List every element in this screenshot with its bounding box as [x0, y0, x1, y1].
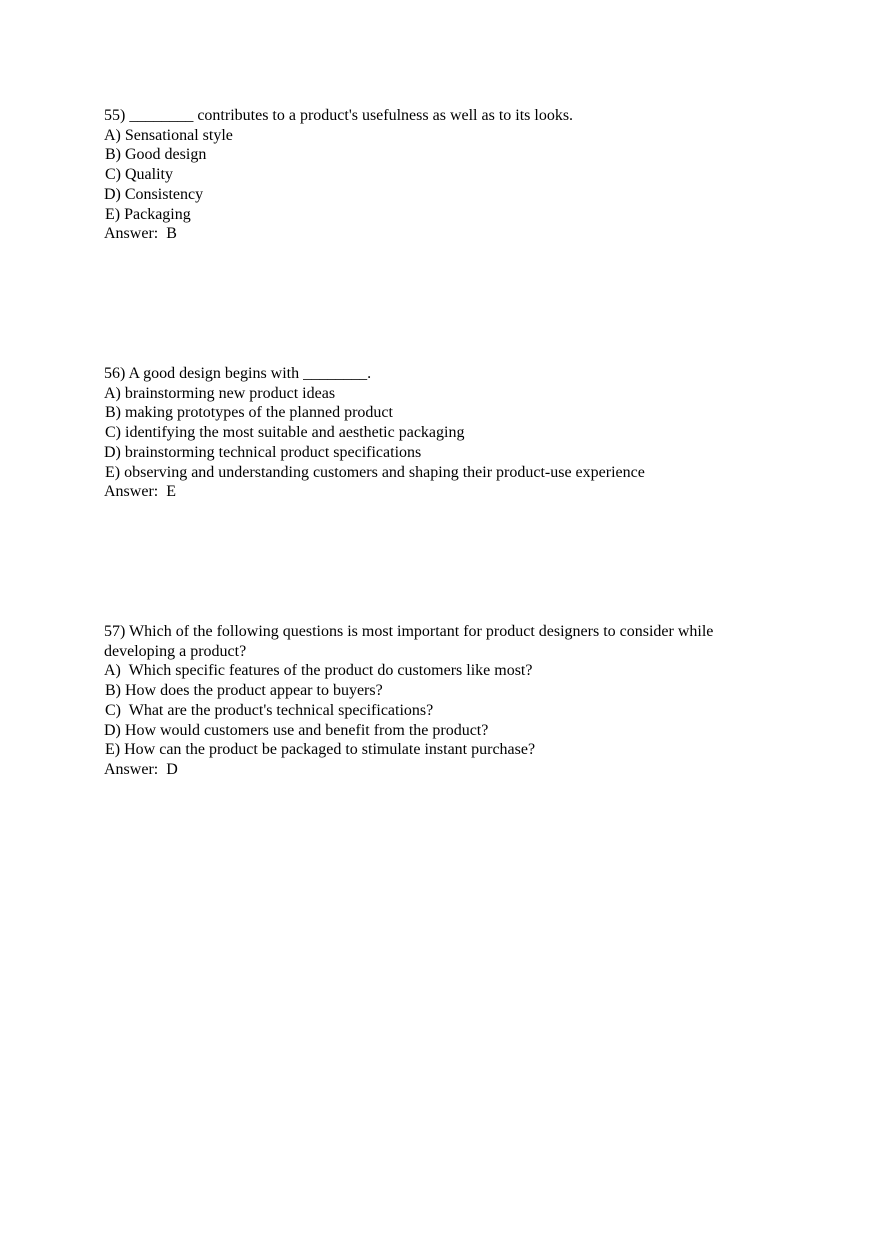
question-stem: 56) A good design begins with ________. — [104, 365, 372, 382]
answer: Answer: D — [104, 760, 178, 778]
question-56 — [104, 364, 784, 502]
option-b: B) How does the product appear to buyers? — [105, 682, 383, 700]
option-d: D) Consistency — [104, 185, 204, 203]
option-c: C) What are the product's technical specifications? — [105, 701, 434, 719]
option-b: B) making prototypes of the planned product — [105, 404, 393, 422]
option-e: E) Packaging — [105, 205, 191, 223]
answer: Answer: E — [104, 483, 176, 501]
option-e: E) How can the product be packaged to stimulate instant purchase? — [105, 741, 536, 759]
option-c: C) identifying the most suitable and aesthetic packaging — [105, 424, 465, 442]
question-stem: 55) ________ contributes to a product's usefulness as well as to its looks. — [104, 107, 574, 124]
option-b: B) Good design — [105, 146, 207, 164]
option-a: A) brainstorming new product ideas — [104, 384, 336, 402]
option-d: D) brainstorming technical product specifications — [104, 443, 422, 461]
option-e: E) observing and understanding customers and shaping their product-use experience — [105, 463, 645, 481]
question-57 — [104, 622, 784, 780]
question-55 — [104, 106, 784, 244]
option-c: C) Quality — [105, 166, 173, 184]
answer: Answer: B — [104, 225, 177, 243]
option-a: A) Which specific features of the product do customers like most? — [104, 662, 533, 680]
question-stem: 57) Which of the following questions is most important for product designers to consider while developing a product? — [104, 623, 714, 660]
option-a: A) Sensational style — [104, 126, 233, 144]
option-d: D) How would customers use and benefit from the product? — [104, 721, 489, 739]
